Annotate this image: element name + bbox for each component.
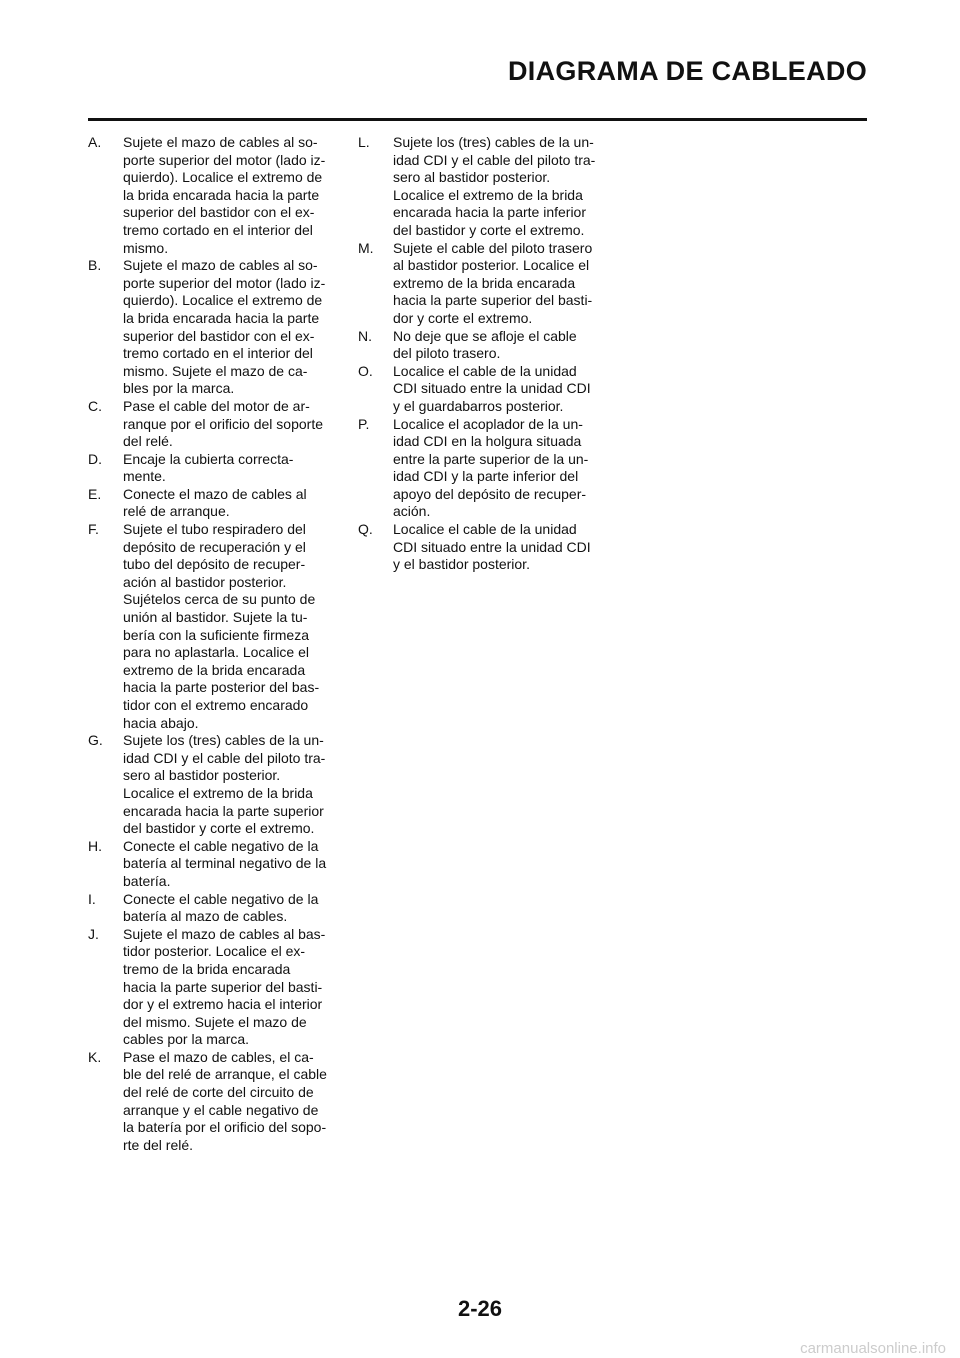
watermark: carmanualsonline.info: [800, 1340, 946, 1357]
item-text-line: tidor posterior. Localice el ex-: [123, 943, 306, 960]
list-item: [358, 363, 610, 416]
item-text-line: porte superior del motor (lado iz-: [123, 274, 326, 291]
item-text-line: bles por la marca.: [123, 380, 235, 397]
list-item: [358, 521, 610, 574]
item-text: [393, 363, 610, 416]
list-item: [358, 416, 610, 522]
item-text: [123, 891, 340, 926]
item-text-line: del bastidor y corte el extremo.: [123, 820, 315, 837]
item-text-line: relé de arranque.: [123, 503, 230, 520]
item-text-line: idad CDI y la parte inferior del: [393, 468, 579, 485]
item-letter: B.: [88, 257, 102, 274]
item-text-line: tremo de la brida encarada: [123, 960, 291, 977]
item-text-line: Conecte el cable negativo de la: [123, 890, 319, 907]
item-text-line: Sujételos cerca de su punto de: [123, 591, 316, 608]
item-text-line: la brida encarada hacia la parte: [123, 309, 320, 326]
item-text-line: del mismo. Sujete el mazo de: [123, 1013, 307, 1030]
item-letter: E.: [88, 485, 102, 502]
item-text-line: hacia la parte posterior del bas-: [123, 679, 320, 696]
item-text-line: porte superior del motor (lado iz-: [123, 151, 326, 168]
item-text-line: y el guardabarros posterior.: [393, 397, 564, 414]
item-text-line: ación.: [393, 503, 431, 520]
item-text: [123, 926, 340, 1049]
item-text: [123, 134, 340, 257]
item-text-line: tubo del depósito de recuper-: [123, 556, 306, 573]
item-text: [123, 257, 340, 398]
item-text: [123, 451, 340, 486]
item-text-line: ble del relé de arranque, el cable: [123, 1066, 327, 1083]
item-text-line: del relé.: [123, 433, 173, 450]
item-text-line: encarada hacia la parte superior: [123, 802, 324, 819]
item-text: [393, 416, 610, 522]
item-text-line: hacia abajo.: [123, 714, 199, 731]
item-text-line: Localice el cable de la unidad: [393, 362, 577, 379]
item-text-line: del bastidor y corte el extremo.: [393, 221, 585, 238]
item-text-line: mismo. Sujete el mazo de ca-: [123, 362, 308, 379]
item-text-line: ranque por el orificio del soporte: [123, 415, 324, 432]
item-text-line: y el bastidor posterior.: [393, 556, 530, 573]
item-text-line: batería al mazo de cables.: [123, 908, 288, 925]
list-item: [88, 486, 340, 521]
item-text-line: Localice el extremo de la brida: [123, 784, 313, 801]
right-column: [358, 134, 610, 574]
item-text: [123, 1049, 340, 1155]
item-text-line: quierdo). Localice el extremo de: [123, 292, 323, 309]
item-text-line: superior del bastidor con el ex-: [123, 327, 315, 344]
item-text-line: del relé de corte del circuito de: [123, 1084, 314, 1101]
list-item: [88, 891, 340, 926]
item-text-line: la batería por el orificio del sopo-: [123, 1119, 327, 1136]
item-text-line: rte del relé.: [123, 1136, 194, 1153]
left-column: [88, 134, 340, 1154]
page-title: DIAGRAMA DE CABLEADO: [508, 56, 867, 86]
item-text-line: la brida encarada hacia la parte: [123, 186, 320, 203]
list-item: [88, 1049, 340, 1155]
item-text-line: hacia la parte superior del basti-: [393, 292, 593, 309]
title-divider: [88, 118, 867, 121]
item-letter: C.: [88, 397, 102, 414]
item-text-line: mismo.: [123, 239, 169, 256]
item-text-line: Conecte el cable negativo de la: [123, 837, 319, 854]
item-text-line: Conecte el mazo de cables al: [123, 485, 307, 502]
item-text-line: idad CDI en la holgura situada: [393, 433, 582, 450]
item-text-line: sero al bastidor posterior.: [393, 169, 551, 186]
item-text-line: sero al bastidor posterior.: [123, 767, 281, 784]
item-letter: N.: [358, 327, 372, 344]
item-letter: K.: [88, 1048, 102, 1065]
item-text-line: hacia la parte superior del basti-: [123, 978, 323, 995]
item-text-line: Pase el mazo de cables, el ca-: [123, 1048, 314, 1065]
item-text-line: dor y el extremo hacia el interior: [123, 996, 323, 1013]
list-item: [88, 451, 340, 486]
item-text-line: unión al bastidor. Sujete la tu-: [123, 609, 308, 626]
item-text-line: batería.: [123, 872, 171, 889]
item-text-line: quierdo). Localice el extremo de: [123, 169, 323, 186]
item-text: [123, 486, 340, 521]
item-letter: M.: [358, 239, 374, 256]
item-text-line: Sujete el mazo de cables al so-: [123, 134, 318, 150]
item-text: [393, 134, 610, 240]
item-letter: O.: [358, 362, 373, 379]
list-item: [358, 240, 610, 328]
item-text: [123, 398, 340, 451]
item-text-line: CDI situado entre la unidad CDI: [393, 380, 591, 397]
item-text-line: superior del bastidor con el ex-: [123, 204, 315, 221]
list-item: [358, 328, 610, 363]
item-text-line: apoyo del depósito de recuper-: [393, 485, 587, 502]
list-item: [88, 838, 340, 891]
item-text-line: extremo de la brida encarada: [123, 661, 306, 678]
item-text-line: Localice el acoplador de la un-: [393, 415, 583, 432]
item-letter: A.: [88, 134, 102, 150]
list-item: [88, 398, 340, 451]
item-text-line: para no aplastarla. Localice el: [123, 644, 310, 661]
item-text-line: Localice el cable de la unidad: [393, 521, 577, 538]
item-text-line: del piloto trasero.: [393, 345, 501, 362]
item-text-line: ación al bastidor posterior.: [123, 573, 287, 590]
item-text: [123, 521, 340, 732]
item-text: [123, 838, 340, 891]
item-text-line: idad CDI y el cable del piloto tra-: [123, 749, 326, 766]
item-text-line: depósito de recuperación y el: [123, 538, 306, 555]
list-item: [358, 134, 610, 240]
item-text-line: mente.: [123, 468, 166, 485]
item-letter: Q.: [358, 521, 373, 538]
item-text-line: Pase el cable del motor de ar-: [123, 397, 310, 414]
list-item: [88, 257, 340, 398]
item-text-line: Sujete el cable del piloto trasero: [393, 239, 593, 256]
item-text: [393, 240, 610, 328]
item-text-line: tremo cortado en el interior del: [123, 221, 313, 238]
item-text-line: tremo cortado en el interior del: [123, 345, 313, 362]
item-text-line: idad CDI y el cable del piloto tra-: [393, 151, 596, 168]
item-text-line: Encaje la cubierta correcta-: [123, 450, 294, 467]
list-item: [88, 134, 340, 257]
item-letter: L.: [358, 134, 370, 150]
item-text-line: Sujete el mazo de cables al so-: [123, 257, 318, 274]
item-text-line: extremo de la brida encarada: [393, 274, 576, 291]
item-text-line: al bastidor posterior. Localice el: [393, 257, 590, 274]
item-text-line: entre la parte superior de la un-: [393, 450, 589, 467]
item-text-line: Sujete el tubo respiradero del: [123, 521, 306, 538]
item-letter: H.: [88, 837, 102, 854]
item-text-line: dor y corte el extremo.: [393, 309, 533, 326]
item-text: [393, 328, 610, 363]
item-letter: D.: [88, 450, 102, 467]
item-letter: P.: [358, 415, 370, 432]
item-text-line: Sujete el mazo de cables al bas-: [123, 925, 326, 942]
item-letter: I.: [88, 890, 96, 907]
item-text-line: Sujete los (tres) cables de la un-: [123, 732, 324, 749]
item-text: [393, 521, 610, 574]
item-text-line: Localice el extremo de la brida: [393, 186, 583, 203]
item-text-line: batería al terminal negativo de la: [123, 855, 327, 872]
item-text-line: CDI situado entre la unidad CDI: [393, 538, 591, 555]
item-letter: G.: [88, 732, 103, 749]
item-text-line: encarada hacia la parte inferior: [393, 204, 587, 221]
page-number: 2-26: [457, 1296, 503, 1321]
item-text-line: bería con la suficiente firmeza: [123, 626, 309, 643]
item-text-line: arranque y el cable negativo de: [123, 1101, 319, 1118]
item-text-line: No deje que se afloje el cable: [393, 327, 577, 344]
item-text: [123, 732, 340, 838]
item-text-line: cables por la marca.: [123, 1031, 250, 1048]
item-text-line: tidor con el extremo encarado: [123, 697, 309, 713]
item-letter: J.: [88, 925, 99, 942]
item-letter: F.: [88, 521, 99, 538]
item-text-line: Sujete los (tres) cables de la un-: [393, 134, 594, 150]
list-item: [88, 732, 340, 838]
list-item: [88, 521, 340, 732]
list-item: [88, 926, 340, 1049]
